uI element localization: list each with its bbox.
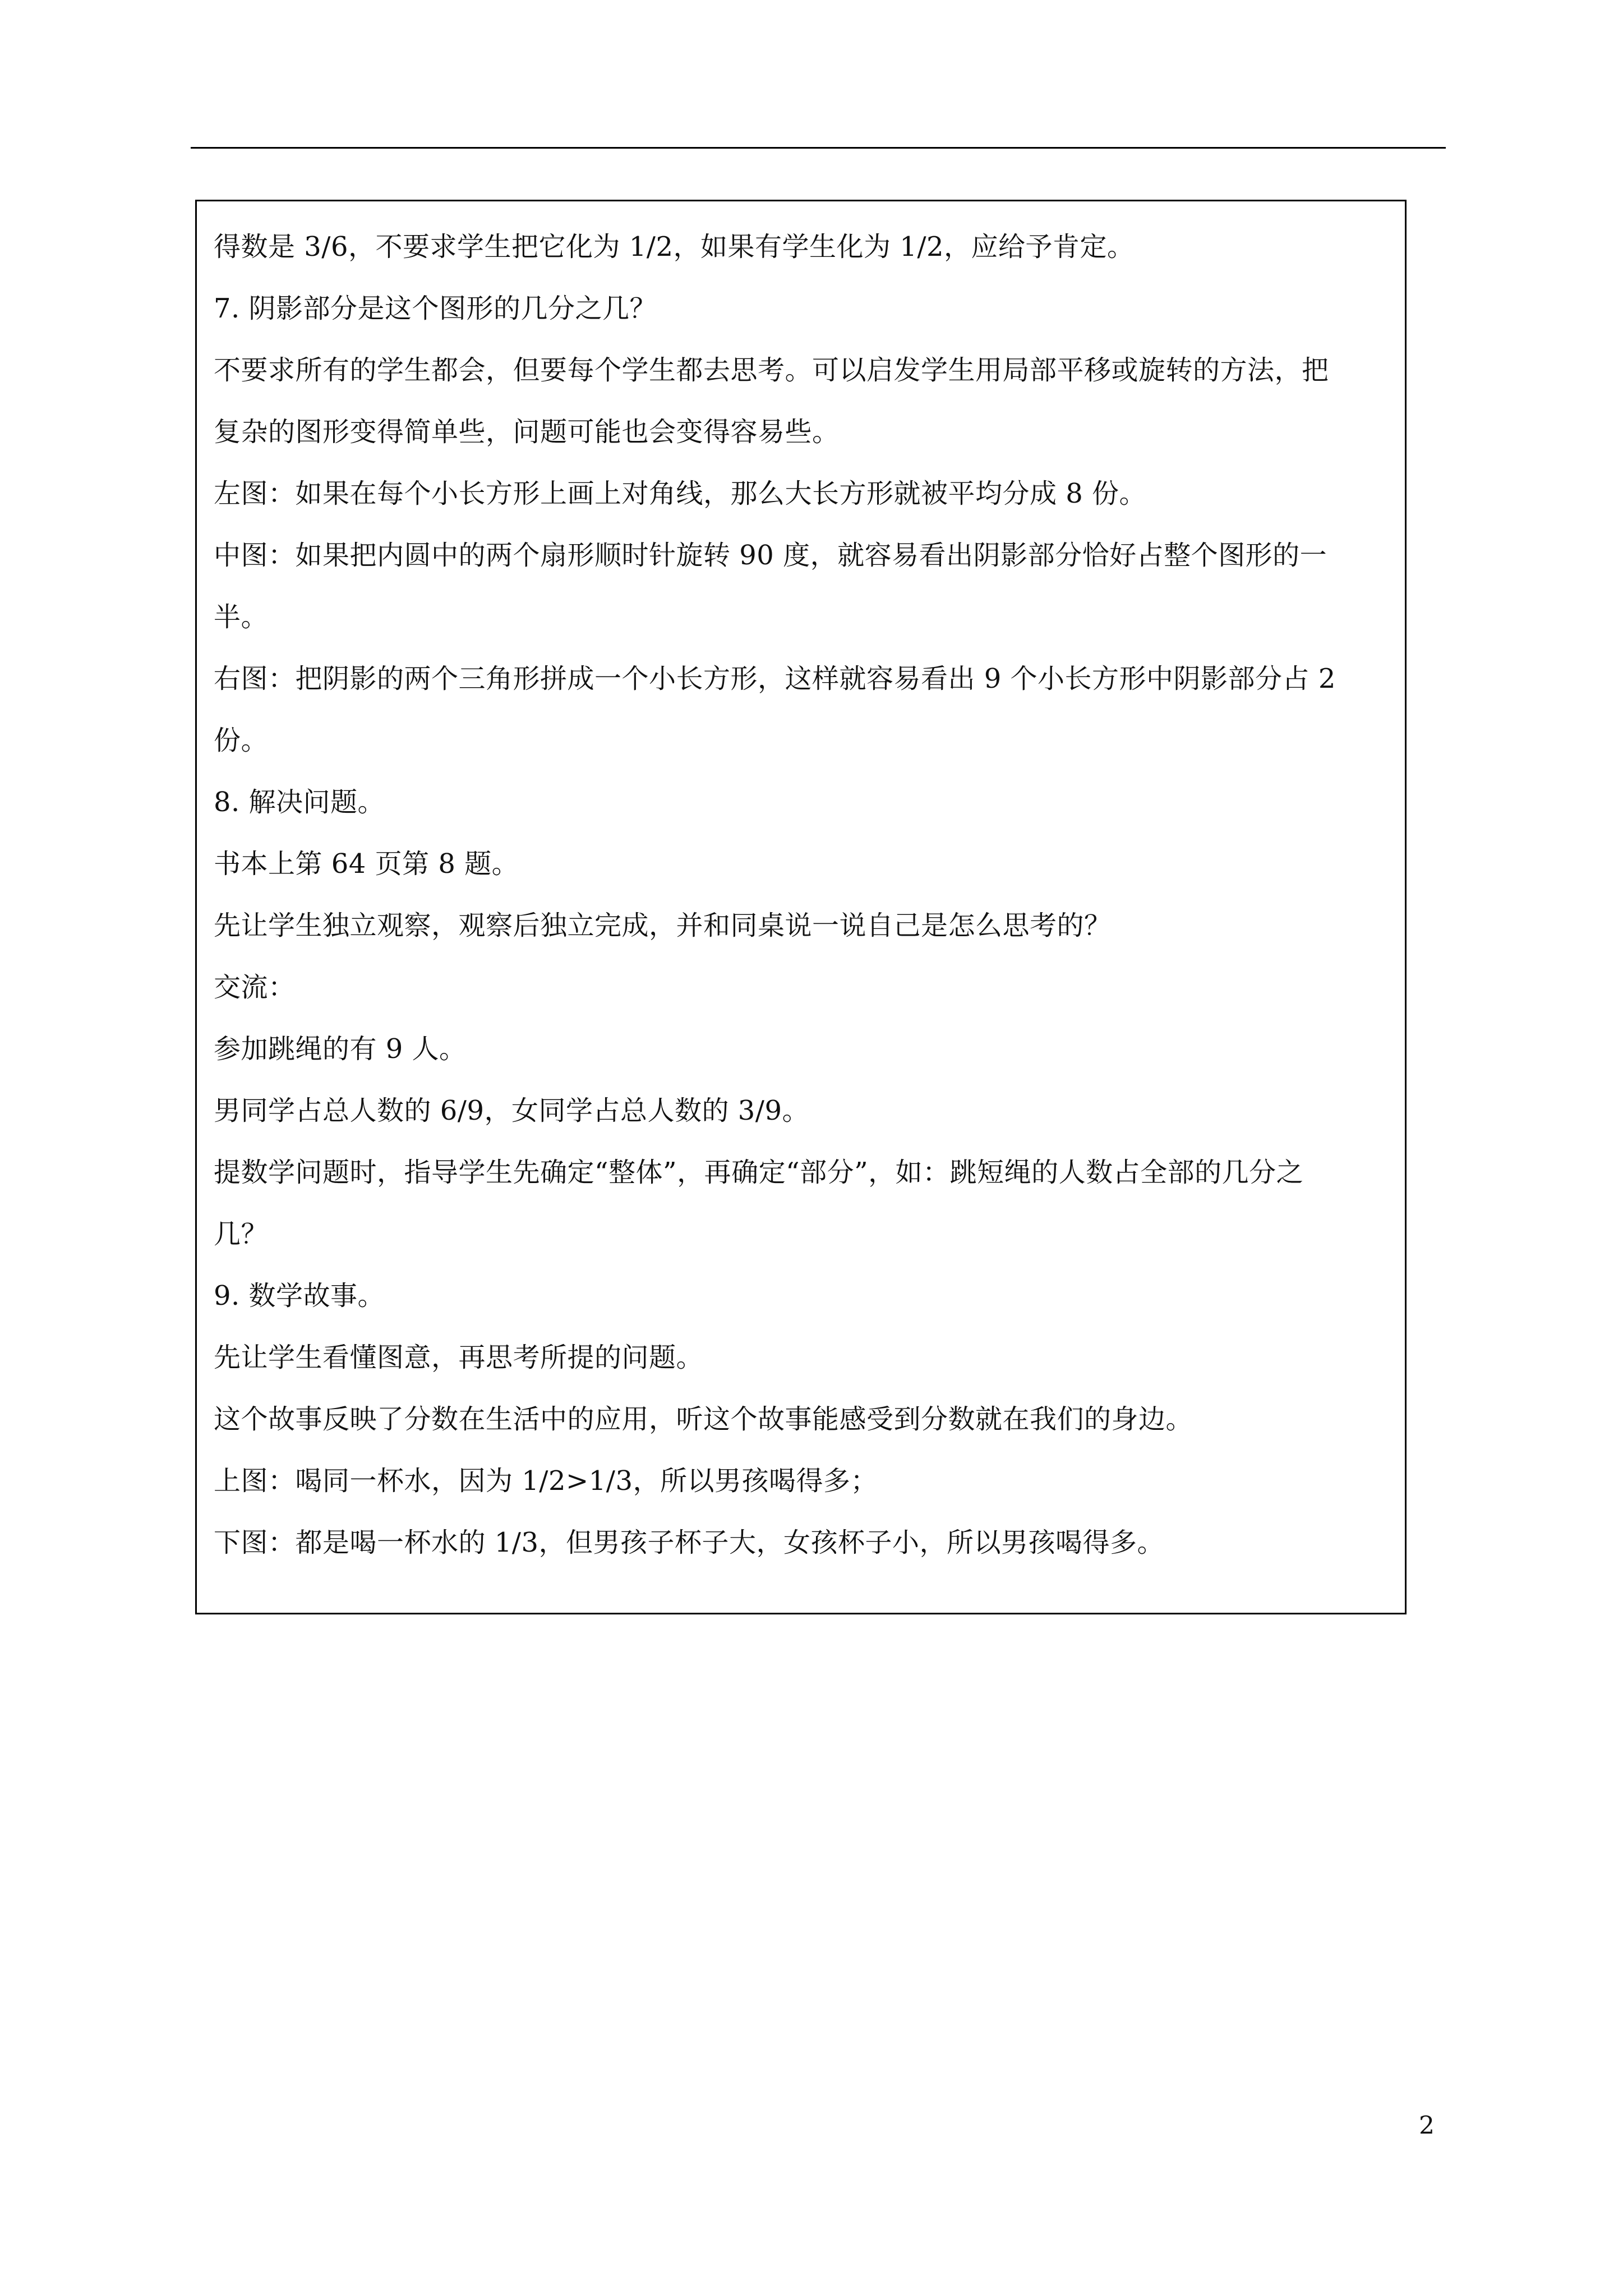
text-line: 份。 xyxy=(214,725,269,756)
text-line: 先让学生独立观察，观察后独立完成，并和同桌说一说自己是怎么思考的？ xyxy=(214,910,1112,941)
text-line: 下图：都是喝一杯水的 1/3，但男孩子杯子大，女孩杯子小，所以男孩喝得多。 xyxy=(214,1527,1165,1558)
section-heading-9: 9. 数学故事。 xyxy=(214,1280,385,1312)
text-line: 半。 xyxy=(214,601,269,633)
text-line: 参加跳绳的有 9 人。 xyxy=(214,1033,467,1065)
page-number: 2 xyxy=(1419,2111,1435,2140)
content-table-cell xyxy=(195,200,1407,1614)
text-line: 书本上第 64 页第 8 题。 xyxy=(214,848,519,880)
text-line: 男同学占总人数的 6/9，女同学占总人数的 3/9。 xyxy=(214,1095,810,1126)
text-line: 先让学生看懂图意，再思考所提的问题。 xyxy=(214,1342,704,1373)
text-line: 几？ xyxy=(214,1218,269,1250)
text-line: 右图：把阴影的两个三角形拼成一个小长方形，这样就容易看出 9 个小长方形中阴影部分占 2 xyxy=(214,663,1336,694)
text-line: 左图：如果在每个小长方形上画上对角线，那么大长方形就被平均分成 8 份。 xyxy=(214,478,1147,509)
section-heading-8: 8. 解决问题。 xyxy=(214,786,385,818)
text-line: 得数是 3/6，不要求学生把它化为 1/2，如果有学生化为 1/2，应给予肯定。 xyxy=(214,231,1135,263)
text-line: 这个故事反映了分数在生活中的应用，听这个故事能感受到分数就在我们的身边。 xyxy=(214,1404,1193,1435)
content-lines xyxy=(214,216,1391,1573)
text-line: 不要求所有的学生都会，但要每个学生都去思考。可以启发学生用局部平移或旋转的方法，把 xyxy=(214,355,1329,386)
header-rule xyxy=(191,147,1446,149)
text-line: 复杂的图形变得简单些，问题可能也会变得容易些。 xyxy=(214,416,840,448)
text-line: 交流： xyxy=(214,972,296,1003)
text-line: 提数学问题时，指导学生先确定“整体”，再确定“部分”，如：跳短绳的人数占全部的几分之 xyxy=(214,1157,1304,1188)
section-heading-7: 7. 阴影部分是这个图形的几分之几？ xyxy=(214,293,657,324)
text-line: 中图：如果把内圆中的两个扇形顺时针旋转 90 度，就容易看出阴影部分恰好占整个图形的一 xyxy=(214,540,1327,571)
text-line: 上图：喝同一杯水，因为 1/2>1/3，所以男孩喝得多； xyxy=(214,1465,878,1497)
